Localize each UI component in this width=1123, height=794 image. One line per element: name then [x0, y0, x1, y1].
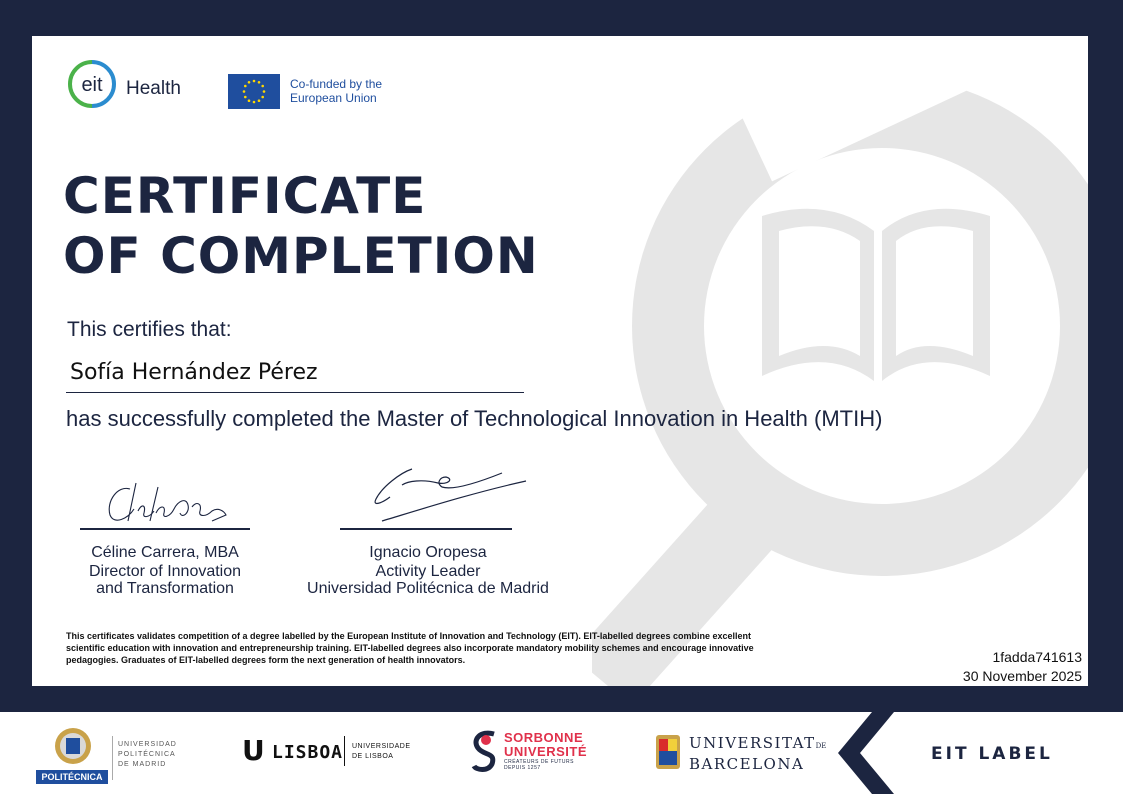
signature-line-2 [340, 528, 512, 530]
upm-line1: UNIVERSIDAD [118, 741, 177, 748]
certificate-title [63, 166, 539, 286]
sorbonne-s-icon [470, 728, 500, 774]
sorbonne-tag2: DEPUIS 1257 [504, 765, 541, 771]
upm-line2: POLITÉCNICA [118, 751, 176, 758]
barcelona-crest-icon [655, 734, 681, 770]
magnifier-book-watermark-icon [592, 46, 1088, 686]
lisboa-separator [344, 736, 345, 766]
barcelona-line1-suffix: DE [815, 742, 827, 750]
upm-text [118, 740, 177, 770]
eit-logo-text: eit [81, 74, 103, 96]
eu-cofunded-text [290, 77, 410, 105]
barcelona-line1: UNIVERSITAT [689, 734, 816, 752]
recipient-name: Sofía Hernández Pérez [70, 360, 318, 385]
legal-disclaimer: This certificates validates competition of a degree labelled by the European Institute of Innovation and Technology (EIT). EIT-labelled degrees combine excellent scientific education with innovation and entrepreneurship training. EIT-labelled degrees also incorporate mandatory mobility schemes and encourage innovative pedagogies. Graduates of EIT-labelled degrees form the next generation of health innovators. [66, 631, 754, 665]
upm-separator [112, 736, 113, 780]
lisboa-sub1: UNIVERSIDADE [352, 743, 411, 750]
eit-label-text: EIT LABEL [931, 744, 1053, 764]
top-frame [0, 0, 1123, 36]
sorbonne-line1: SORBONNE [504, 730, 584, 745]
completion-statement: has successfully completed the Master of Technological Innovation in Health (MTIH) [66, 406, 883, 431]
lisboa-u-mark: U [242, 734, 265, 767]
signatory-1-name: Céline Carrera, MBA [91, 544, 239, 561]
partner-lisboa [242, 734, 432, 774]
barcelona-line2: BARCELONA [689, 755, 805, 773]
partner-sorbonne [470, 728, 600, 780]
signatory-1 [52, 544, 278, 597]
certificate-id: 1fadda741613 [992, 649, 1082, 665]
barcelona-name [689, 734, 826, 773]
signature-2-icon [342, 463, 532, 533]
upm-line3: DE MADRID [118, 761, 167, 768]
sorbonne-name [504, 731, 587, 759]
sorbonne-line2: UNIVERSITÉ [504, 744, 588, 759]
eit-brand-word: Health [126, 78, 181, 99]
certificate-meta [963, 648, 1082, 686]
chevron-left-icon [838, 712, 894, 794]
upm-crest-icon [48, 726, 98, 768]
name-underline [66, 392, 524, 393]
partner-bar [0, 712, 1123, 794]
eu-flag-icon [228, 74, 280, 109]
title-line-2: OF COMPLETION [63, 227, 539, 285]
eu-cofunded-line1: Co-funded by the [290, 77, 383, 91]
sorbonne-tagline [504, 759, 574, 771]
eu-cofunded-line2: European Union [290, 91, 377, 105]
certifies-label: This certifies that: [67, 318, 232, 341]
signatory-1-title-line1: Director of Innovation [88, 563, 242, 580]
signatory-2-name: Ignacio Oropesa [369, 544, 487, 561]
upm-label: POLITÉCNICA [36, 770, 108, 784]
partner-logos [0, 712, 1123, 794]
issue-date: 30 November 2025 [962, 668, 1082, 684]
lisboa-sub2: DE LISBOA [352, 753, 394, 760]
signatory-2-title-line1: Activity Leader [375, 563, 481, 580]
signature-1-icon [80, 471, 256, 535]
signatory-1-title-line2: and Transformation [96, 580, 234, 597]
lisboa-sub [352, 742, 411, 762]
signature-line-1 [80, 528, 250, 530]
certificate-paper [32, 36, 1088, 686]
signatory-2-title-line2: Universidad Politécnica de Madrid [307, 580, 549, 597]
title-line-1: CERTIFICATE [63, 167, 427, 225]
partner-barcelona [655, 732, 825, 776]
lisboa-word: LISBOA [272, 742, 344, 763]
sorbonne-tag1: CRÉATEURS DE FUTURS [504, 759, 574, 765]
partner-upm [36, 726, 206, 786]
signatory-2 [278, 544, 578, 597]
